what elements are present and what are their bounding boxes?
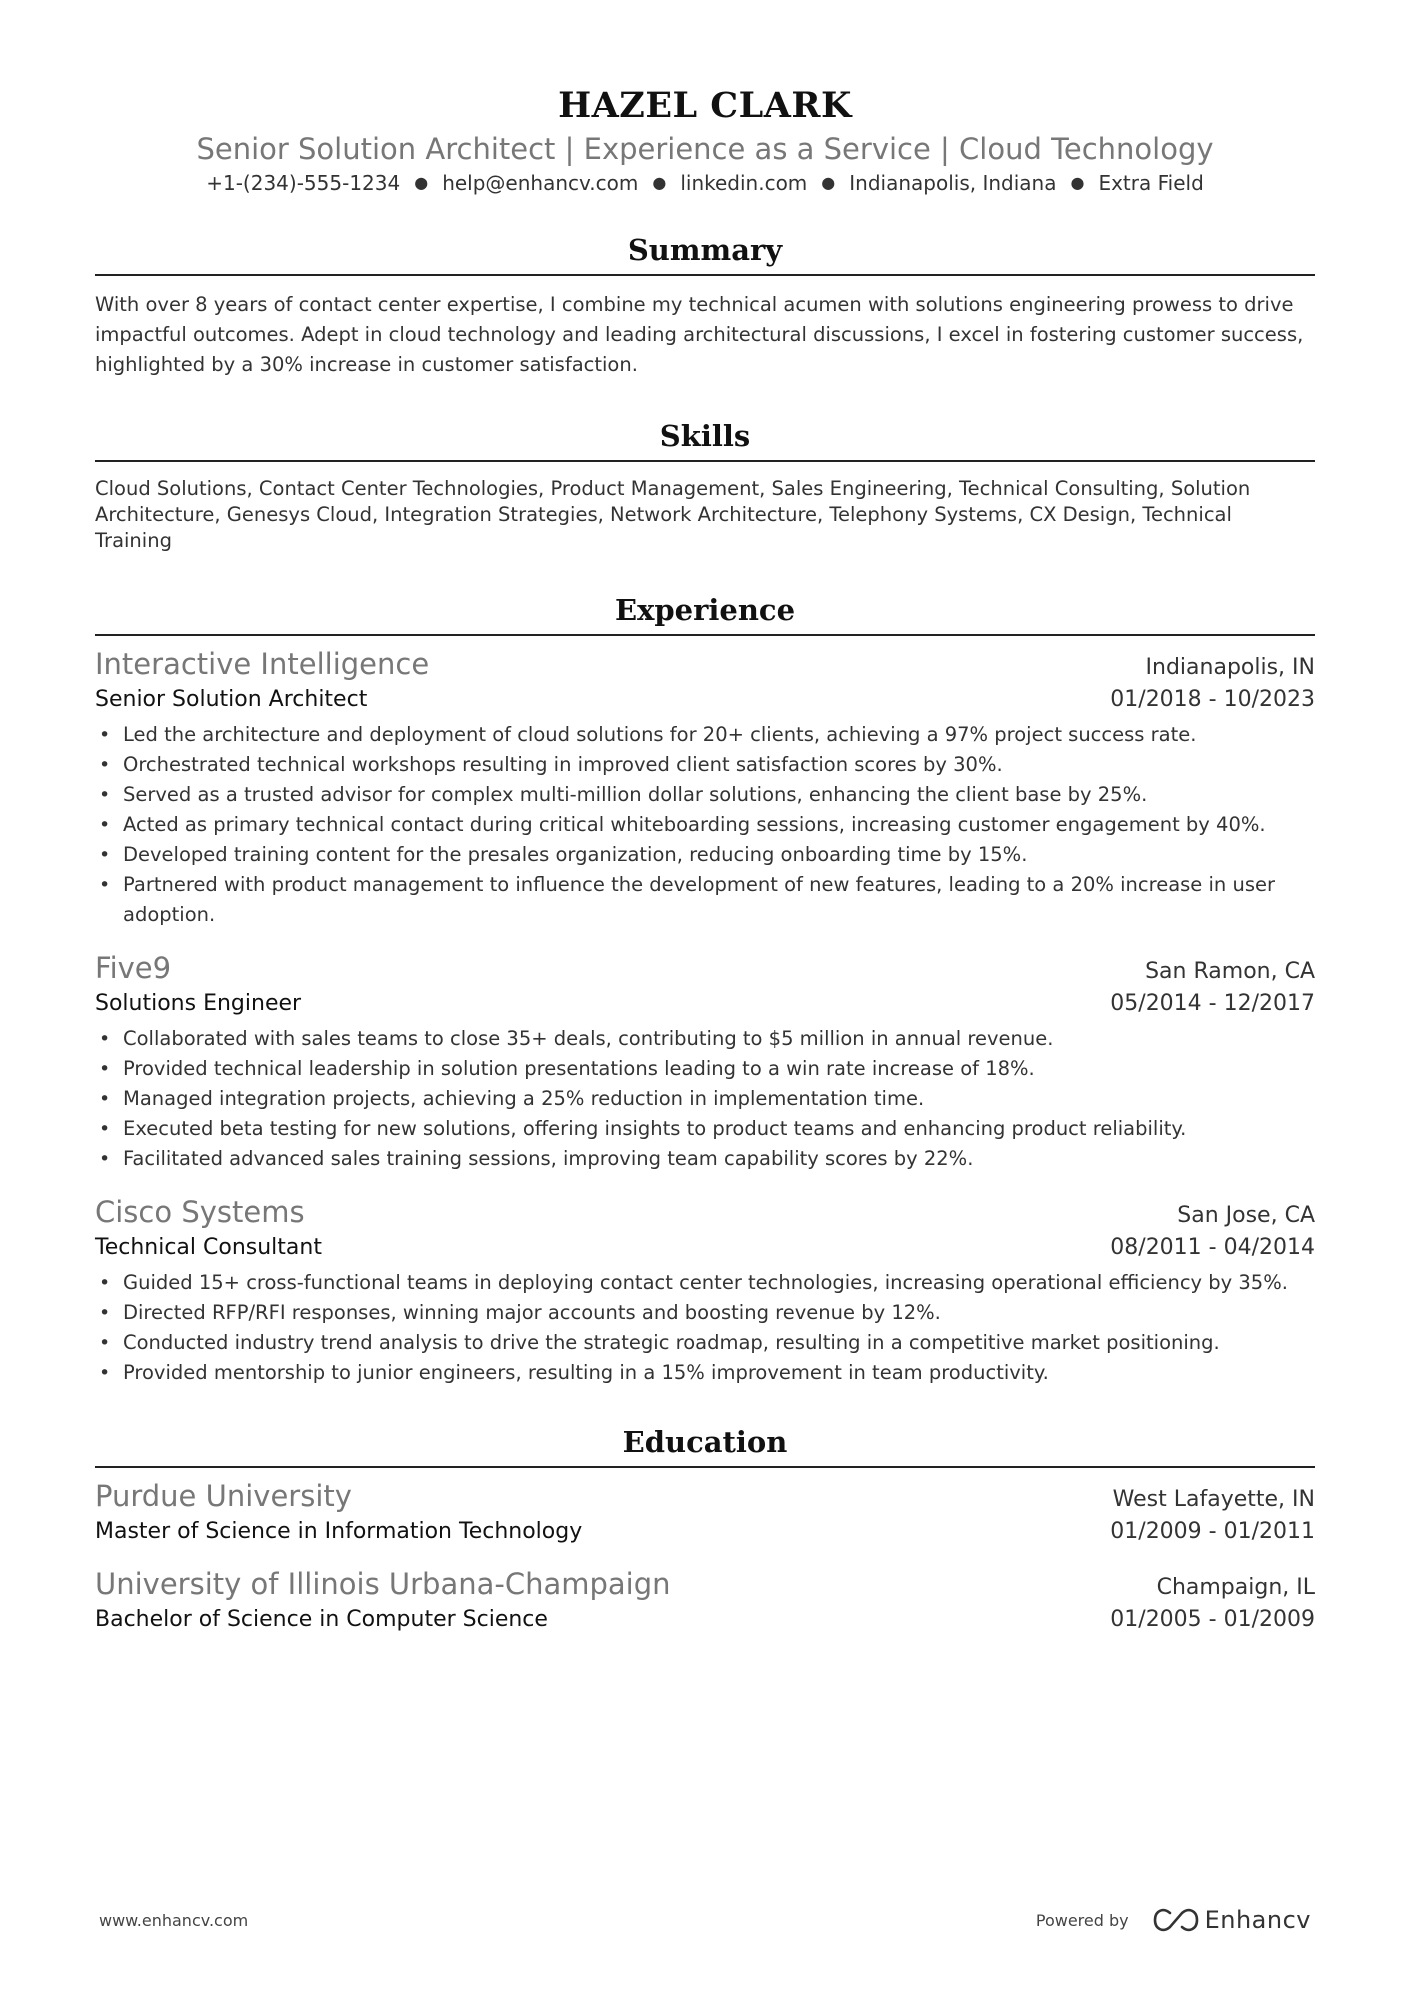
separator-dot: ● <box>821 173 836 192</box>
education-dates: 01/2005 - 01/2009 <box>1110 1607 1315 1632</box>
list-item: • Conducted industry trend analysis to drive the strategic roadmap, resulting in a competitive market positioning. <box>95 1328 1315 1358</box>
resume-header <box>95 82 1315 198</box>
list-item: • Executed beta testing for new solutions, offering insights to product teams and enhancing product reliability. <box>95 1114 1315 1144</box>
company-name: Five9 <box>95 951 172 985</box>
contact-extra-field: Extra Field <box>1098 171 1204 195</box>
skills-title: Skills <box>659 419 751 453</box>
contact-location: Indianapolis, Indiana <box>849 171 1057 195</box>
brand-name: Enhancv <box>1204 1906 1311 1934</box>
contact-linkedin[interactable]: linkedin.com <box>680 171 808 195</box>
experience-entry <box>95 644 1315 930</box>
list-item: • Acted as primary technical contact during critical whiteboarding sessions, increasing customer engagement by 40%. <box>95 810 1315 840</box>
education-entry <box>95 1476 1315 1548</box>
school-name: Purdue University <box>95 1479 352 1513</box>
list-item: • Led the architecture and deployment of cloud solutions for 20+ clients, achieving a 97% project success rate. <box>95 720 1315 750</box>
footer-website-link[interactable]: www.enhancv.com <box>99 1910 249 1930</box>
contact-line <box>95 168 1315 198</box>
school-location: Champaign, IL <box>1156 1575 1315 1600</box>
experience-entry <box>95 948 1315 1174</box>
list-item: • Orchestrated technical workshops resulting in improved client satisfaction scores by 30%. <box>95 750 1315 780</box>
summary-text: With over 8 years of contact center expertise, I combine my technical acumen with solutions engineering prowess to drive impactful outcomes. Adept in cloud technology and leading architectural discussions, I excel in fostering customer success, highlighted by a 30% increase in customer satisfaction. <box>95 293 1304 376</box>
job-bullets <box>95 1024 1315 1174</box>
company-name: Interactive Intelligence <box>95 647 430 681</box>
enhancv-brand-link[interactable] <box>1153 1906 1311 1934</box>
degree-name: Master of Science in Information Technology <box>95 1519 583 1544</box>
contact-email[interactable]: help@enhancv.com <box>442 171 639 195</box>
job-location: Indianapolis, IN <box>1145 655 1315 680</box>
education-dates: 01/2009 - 01/2011 <box>1110 1519 1315 1544</box>
job-bullets <box>95 720 1315 930</box>
job-bullets <box>95 1268 1315 1388</box>
summary-title: Summary <box>627 233 783 267</box>
skills-section <box>95 416 1315 554</box>
job-dates: 08/2011 - 04/2014 <box>1110 1235 1315 1260</box>
resume-content <box>95 82 1315 1654</box>
job-dates: 05/2014 - 12/2017 <box>1110 991 1315 1016</box>
school-location: West Lafayette, IN <box>1112 1487 1315 1512</box>
list-item: • Provided mentorship to junior engineers, resulting in a 15% improvement in team productivity. <box>95 1358 1315 1388</box>
list-item: • Facilitated advanced sales training sessions, improving team capability scores by 22%. <box>95 1144 1315 1174</box>
skills-text: Cloud Solutions, Contact Center Technologies, Product Management, Sales Engineering, Technical Consulting, Solution Architecture, Genesys Cloud, Integration Strategies, Network Architecture, Telephony Systems, CX Design, Technical Training <box>95 477 1251 552</box>
list-item: • Provided technical leadership in solution presentations leading to a win rate increase of 18%. <box>95 1054 1315 1084</box>
candidate-headline: Senior Solution Architect | Experience as a Service | Cloud Technology <box>196 132 1214 166</box>
job-location: San Jose, CA <box>1177 1203 1315 1228</box>
job-title: Solutions Engineer <box>95 991 302 1016</box>
summary-section <box>95 230 1315 380</box>
experience-title: Experience <box>614 593 796 627</box>
job-dates: 01/2018 - 10/2023 <box>1110 687 1315 712</box>
education-entry <box>95 1564 1315 1636</box>
page-footer <box>99 1906 1311 1934</box>
section-divider <box>95 274 1315 276</box>
school-name: University of Illinois Urbana-Champaign <box>95 1567 671 1601</box>
company-name: Cisco Systems <box>95 1195 305 1229</box>
list-item: • Guided 15+ cross-functional teams in deploying contact center technologies, increasing operational efficiency by 35%. <box>95 1268 1315 1298</box>
contact-phone: +1-(234)-555-1234 <box>206 171 401 195</box>
separator-dot: ● <box>652 173 667 192</box>
list-item: • Collaborated with sales teams to close 35+ deals, contributing to $5 million in annual revenue. <box>95 1024 1315 1054</box>
list-item: • Developed training content for the presales organization, reducing onboarding time by 15%. <box>95 840 1315 870</box>
degree-name: Bachelor of Science in Computer Science <box>95 1607 548 1632</box>
job-location: San Ramon, CA <box>1145 959 1315 984</box>
list-item: • Managed integration projects, achieving a 25% reduction in implementation time. <box>95 1084 1315 1114</box>
job-title: Senior Solution Architect <box>95 687 368 712</box>
list-item: • Served as a trusted advisor for complex multi-million dollar solutions, enhancing the client base by 25%. <box>95 780 1315 810</box>
enhancv-logo-icon <box>1153 1908 1199 1932</box>
separator-dot: ● <box>1070 173 1085 192</box>
job-title: Technical Consultant <box>95 1235 322 1260</box>
education-section <box>95 1422 1315 1636</box>
education-title: Education <box>622 1425 788 1459</box>
powered-by-label: Powered by <box>1035 1910 1129 1930</box>
list-item: • Directed RFP/RFI responses, winning major accounts and boosting revenue by 12%. <box>95 1298 1315 1328</box>
section-divider <box>95 460 1315 462</box>
section-divider <box>95 634 1315 636</box>
separator-dot: ● <box>414 173 429 192</box>
list-item: • Partnered with product management to influence the development of new features, leading to a 20% increase in user adoption. <box>95 870 1315 930</box>
section-divider <box>95 1466 1315 1468</box>
footer-branding <box>1036 1906 1311 1934</box>
candidate-name: HAZEL CLARK <box>558 85 852 126</box>
experience-section <box>95 590 1315 1388</box>
experience-entry <box>95 1192 1315 1388</box>
